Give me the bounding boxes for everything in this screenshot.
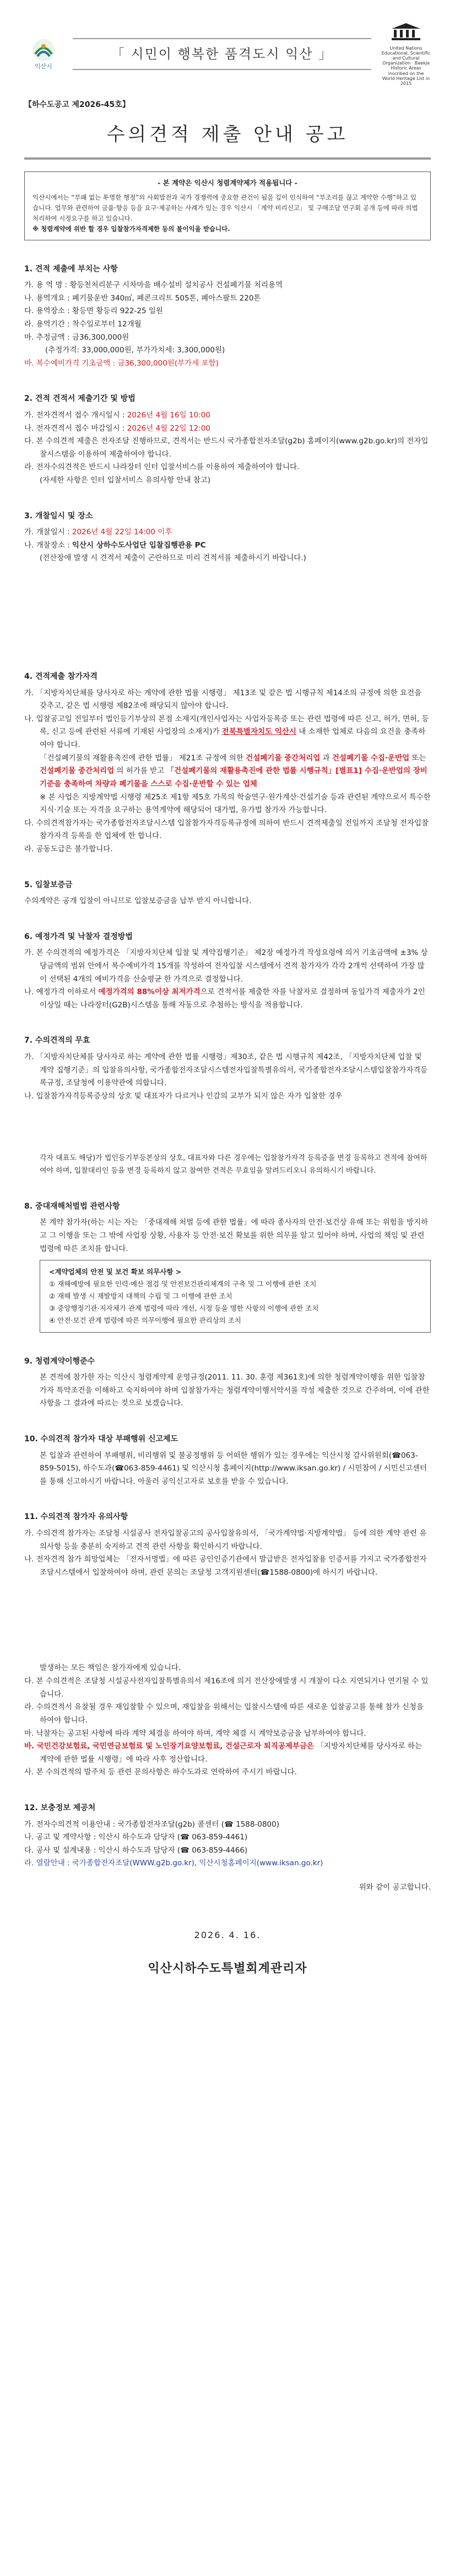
section-1-items [24, 279, 431, 344]
s3-place-label: 나. 개찰장소 : [24, 540, 72, 550]
s4-q-3: 과 [320, 753, 332, 763]
announcement-date: 2026. 4. 16. [194, 1929, 261, 1940]
s9-body: 본 견적에 참가한 자는 익산시 청렴계약제 운영규정(2011. 11. 30. 훈령 제361호)에 의한 청렴계약이행을 위한 입찰참가자 특약조건을 이해하고 숙지하여야 하며 입찰참가자는 청렴계약이행서약서를 작성 제출한 것으로 간주하며, 이에 관한 사항을 그 결과에 따르는 것으로 보겠습니다. [40, 1373, 430, 1408]
section-1-title: 1. 견적 제출에 부치는 사항 [24, 264, 118, 273]
s10-body: 본 입찰과 관련하여 부패행위, 비리행위 및 불공정행위 등 어떠한 행위가 있는 경우에는 익산시청 감사위원회(☎063-859-5015), 하수도과(☎063-859-4461) 및 익산시청 홈페이지(http://www.iksan.go.kr) / 시민참여 / 시민신고센터를 통해 신고하시기 바랍니다. 아울러 공익신고자로 보호를 받을 수 있습니다. [40, 1451, 427, 1486]
s4-q-5: 또는 [409, 753, 426, 763]
s1-item-ga: 가. 용 역 명 : 황등천처리분구 시차마을 배수설비 설치공사 건설폐기물 처리용역 [24, 281, 283, 289]
s11-ba-rest: 「지방자치단체를 당사자로 하는 계약에 관한 법률 시행령」에 따라 사후 정산합니다. [40, 1742, 422, 1764]
s11-item-ga: 가. 수의견적 참가자는 조달청 시설공사 전자입찰공고의 공사입찰유의서, 「국가계약법·지방계약법」 등에 의한 계약 관련 유의사항 등을 충분히 숙지하고 견적 관련 사항을 확인하시기 바랍니다. [24, 1528, 427, 1551]
safety-duty-1: ① 재해예방에 필요한 인력·예산 점검 및 안전보건관리체계의 구축 및 그 이행에 관한 조치 [49, 1280, 317, 1289]
integrity-notice-box [24, 171, 431, 240]
s1-base-price: 바. 복수예비가격 기초금액 : 금36,300,000원(부가세 포함) [24, 358, 219, 368]
s12-item-na: 나. 공고 및 계약사항 : 익산시 하수도과 담당자 (☎ 063-859-4461) [24, 1833, 248, 1842]
safety-duty-3: ③ 중앙행정기관·지자체가 관계 법령에 따라 개선, 시정 등을 명한 사항의 이행에 관한 조치 [49, 1303, 319, 1312]
slogan-text: 시민이 행복한 품격도시 익산 [131, 46, 313, 62]
s11-continued: 발생하는 모든 책임은 참가자에게 있습니다. [40, 1663, 181, 1673]
section-6-items [24, 947, 431, 1012]
city-logo [24, 37, 63, 70]
section-11 [24, 1510, 431, 1579]
section-7 [24, 1034, 431, 1103]
s6-na-part1: 나. 예정가격 이하로서 [24, 988, 99, 997]
unesco-logo [381, 22, 431, 86]
s7-item-na: 나. 입찰참가자격등록증상의 상호 및 대표자가 다르거나 인감의 교부가 되지 않은 자가 입찰한 경우 [24, 1091, 343, 1101]
section-5-title: 5. 입찰보증금 [24, 880, 73, 889]
s2-item-ga [24, 409, 431, 422]
s2-item-ra: 라. 전자수의견적은 반드시 나라장터 인터 입찰서비스를 이용하여 제출하여야 합니다. [24, 463, 300, 472]
s4-item-da: 다. 수의견적참가자는 국가종합전자조달시스템 입찰참가자격등록규정에 의하여 반드시 견적제출일 전일까지 조달청 전자입찰참가자격 등록을 한 업체에 한 합니다. [24, 818, 429, 841]
s2-open-datetime: 2026년 4월 16일 10:00 [127, 410, 210, 420]
s11-item-ba [24, 1740, 431, 1766]
integrity-notice-head: - 본 계약은 익산시 청렴계약제가 적용됩니다 - [158, 179, 297, 187]
s4-item-ra: 라. 공동도급은 불가합니다. [24, 845, 113, 854]
iksan-city-logo-icon [31, 37, 56, 63]
s12-item-ra: 라. 열람안내 : 국가종합전자조달(WWW.g2b.go.kr), 익산시청홈페이지(www.iksan.go.kr) [24, 1859, 323, 1868]
s4-q-6: 건설폐기물 중간처리업 [40, 766, 115, 776]
section-7-items [24, 1051, 431, 1103]
s4-q-4: 건설폐기물 수집·운반업 [332, 753, 410, 763]
section-11-continued [24, 1662, 431, 1779]
s3-note: (전산장애 발생 시 견적서 제출이 곤란하므로 미리 견적서를 제출하시기 바랍니다.) [40, 554, 306, 563]
s2-open-label: 가. 전자견적서 접수 개시일시 : [24, 410, 127, 420]
s12-item-da: 다. 공사 및 설계내용 : 익산시 하수도과 담당자 (☎ 063-859-4466) [24, 1845, 248, 1855]
section-5 [24, 878, 431, 908]
section-8 [24, 1200, 431, 1333]
s4-q-1: 「건설폐기물의 재활용촉진에 관한 법률」 제21조 규정에 의한 [40, 753, 246, 763]
s11-item-ma: 마. 낙찰자는 공고된 사항에 따라 계약 체결을 하여야 하며, 계약 체결 시 계약보증금을 납부하여야 합니다. [24, 1729, 366, 1738]
document-number: 【하수도공고 제2026-45호】 [24, 100, 130, 109]
section-10 [24, 1432, 431, 1488]
section-4-items [24, 687, 431, 752]
s11-item-da: 다. 본 수의견적은 조달청 시설공사전자입찰특별유의서 제16조에 의거 전산장애발생 시 개찰이 다소 지연되거나 연기될 수 있습니다. [24, 1677, 429, 1699]
section-2-title: 2. 견적 견적서 제출기간 및 방법 [24, 394, 136, 404]
unesco-caption: United Nations Educational, Scientific and Cultural Organization · Baekje Historic Areas inscribed on the World Heritage List in 2015 [381, 45, 431, 86]
s4-q-7: 의 허가를 받고 [114, 766, 167, 776]
section-4-title: 4. 견적제출 참가자격 [24, 672, 98, 681]
s5-body: 수의계약은 공개 입찰이 아니므로 입찰보증금을 납부 받지 아니합니다. [24, 897, 252, 906]
section-2 [24, 392, 431, 487]
safety-duties-box [40, 1260, 431, 1332]
s4-na-part1: 나. 입찰공고일 전일부터 법인등기부상의 본점 소재지(개인사업자는 사업자등록증 또는 관련 법령에 따른 신고, 허가, 면허, 등록, 신고 등에 관련된 서류에 기재된 사업장의 소재지)가 [24, 714, 429, 737]
section-12 [24, 1801, 431, 1895]
s11-ba-highlight: 바. 국민건강보험료, 국민연금보험료 및 노인장기요양보험료, 건설근로자 퇴직공제부금은 [24, 1742, 315, 1751]
s12-item-ga: 가. 전자수의견적 이용안내 : 국가종합전자조달(g2b) 콜센터 (☎ 1588-0800) [24, 1820, 279, 1829]
s11-item-na: 나. 전자견적 참가 희망업체는 「전자서명법」에 따른 공인인증기관에서 발급받은 전자입찰용 인증서를 가지고 국가종합전자조달시스템에서 입찰하여야 하며, 관련 문의는 조달청 고객지원센터(☎1588-0800)에 하시기 바랍니다. [24, 1555, 427, 1577]
section-2-items [24, 409, 431, 474]
s2-item-na [24, 422, 431, 436]
section-6 [24, 930, 431, 1012]
s4-na-location: 전북특별자치도 익산시 [221, 727, 296, 737]
section-11-title: 11. 수의견적 참가자 유의사항 [24, 1512, 128, 1522]
s11-item-ra: 라. 수의견적서 유찰될 경우 재입찰할 수 있으며, 재입찰을 위해서는 입찰시스템에 따른 새로운 입찰공고를 통해 참가 신청을 하여야 합니다. [24, 1703, 424, 1725]
s7-continued: 각자 대표도 해당)가 법인등기부등본상의 상호, 대표자와 다른 경우에는 입찰참가자격 등록증을 변경 등록하고 견적에 참여하여야 하며, 입찰대리인 등을 변경 등록하지 않고 참여한 견적은 무효임을 알려드리오니 유의하시기 바랍니다. [40, 1154, 427, 1176]
s6-item-ga: 가. 본 수의견적의 예정가격은 「지방자치단체 입찰 및 계약집행기준」 제2장 예정가격 작성요령에 의거 기초금액에 ±3% 상당금액의 범위 안에서 복수예비가격 15개를 작성하여 전자입찰 시스템에서 견적 참가자가 각각 2개씩 선택하여 가장 많이 선택된 4개의 예비가격을 산술평균 한 가격으로 결정합니다. [24, 948, 428, 984]
issuer-name: 익산시하수도특별회계관리자 [148, 1961, 307, 1976]
s2-note: (자세한 사항은 인터 입찰서비스 유의사항 안내 참고) [40, 476, 211, 485]
s1-item-ra: 라. 용역기간 : 착수일로부터 12개월 [24, 319, 142, 329]
s4-note: ※ 본 사업은 지방계약법 시행령 제25조 제1항 제5호 가목의 학술연구·원가계산·건설기술 등과 관련된 계약으로서 특수한 지식·기술 또는 자격을 요구하는 용역계약에 해당되어 대가법, 유가법 참가자 가능합니다. [40, 792, 431, 815]
section-1 [24, 262, 431, 371]
s11-item-sa: 사. 본 수의견적의 발주처 등 관련 문의사항은 하수도과로 연락하여 주시기 바랍니다. [24, 1768, 297, 1777]
section-4 [24, 670, 431, 856]
s4-item-na [24, 713, 431, 752]
s6-na-threshold: 예정가격의 88%이상 최저가격 [98, 988, 201, 997]
s4-q-2: 건설폐기물 중간처리업 [246, 753, 321, 763]
section-11-items-2 [24, 1675, 431, 1779]
s3-item-ga [24, 526, 431, 539]
spacer [24, 565, 431, 648]
section-8-title: 8. 중대재해처벌법 관련사항 [24, 1201, 120, 1211]
page-title: 수의견적 제출 안내 공고 [106, 123, 349, 146]
slogan-close-bracket: 」 [318, 46, 333, 62]
slogan-open-bracket: 「 [111, 46, 126, 62]
integrity-notice-line1: 익산시에서는 “부패 없는 투명한 행정”의 사회발전과 국가 경쟁력에 중요한 관건이 됨을 깊이 인식하여 “부조리를 끊고 계약한 수행”하고 있습니다. 업무와 관련하여 금품·향응 등을 요구·제공하는 사례가 있는 경우 익산시 「계약 비리신고」 및 구매조달 연구회 공개 등에 따라 의법 처리하여 시정요구를 하고 있습니다. [32, 193, 418, 222]
section-11-items [24, 1527, 431, 1580]
safety-duties-head: <계약업체의 안전 및 보건 확보 의무사항 > [49, 1268, 182, 1276]
s4-item-ga: 가. 「지방자치단체를 당사자로 하는 계약에 관한 법률 시행령」 제13조 및 같은 법 시행규칙 제14조의 규정에 의한 요건을 갖추고, 같은 법 시행령 제82조에 해당되지 않아야 합니다. [24, 688, 422, 711]
slogan-banner [73, 38, 371, 70]
s1-item-ma: 마. 추정금액 : 금36,300,000원 [24, 332, 129, 342]
section-9-title: 9. 청렴계약이행준수 [24, 1356, 95, 1366]
s6-na-part2: 으로 견적서를 제출한 자를 낙찰자로 결정하며 동일가격 제출자가 2인 이상일 때는 나라장터(G2B)시스템을 통해 자동으로 추첨하는 방식을 적용합니다. [40, 988, 425, 1010]
s3-open-label: 가. 개찰일시 : [24, 528, 72, 537]
section-3-items [24, 526, 431, 552]
section-12-title: 12. 보충정보 제공처 [24, 1804, 96, 1812]
city-logo-caption: 익산시 [35, 63, 52, 71]
s8-body: 본 계약 참가자(하는 시는 자는 「중대재해 처벌 등에 관한 법률」에 따라 종사자의 안전·보건상 유해 또는 위험을 방지하고 그 이행을 또는 그 밖에 사업장 상황, 사용자 등 안전·보건 확보를 위한 의무를 알고 있어야 하며, 사업의 책임 및 관련 법령에 따른 조치를 합니다. [40, 1218, 429, 1253]
s2-item-da: 다. 본 수의견적 제출은 전자조달 진행하므로, 견적서는 반드시 국가종합전자조달(g2b) 홈페이지(www.g2b.go.kr)의 전자입찰시스템을 이용하여 제출하여야 합니다. [24, 437, 429, 459]
section-10-title: 10. 수의견적 참가자 대상 부패행위 신고제도 [24, 1435, 178, 1443]
section-3-title: 3. 개찰일시 및 장소 [24, 511, 93, 520]
unesco-temple-icon [389, 22, 422, 41]
s3-item-na [24, 539, 431, 552]
s4-qualification [24, 752, 431, 791]
s1-item-da: 다. 용역장소 : 황등면 황등리 922-25 일원 [24, 307, 163, 316]
s3-open-datetime: 2026년 4월 22일 14:00 이후 [72, 528, 172, 537]
spacer [24, 1579, 431, 1662]
section-6-title: 6. 예정가격 및 낙찰자 결정방법 [24, 932, 133, 941]
s4-na-part2: 내 소재한 업체로 다음의 요건을 충족하여야 합니다. [40, 727, 426, 749]
s2-close-label: 나. 전자견적서 접수 마감일시 : [24, 423, 127, 433]
safety-duty-2: ② 재해 발생 시 재발방지 대책의 수립 및 그 이행에 관한 조치 [49, 1292, 232, 1300]
s6-item-na [24, 986, 431, 1012]
section-7-title: 7. 수의견적의 무효 [24, 1036, 90, 1045]
s7-item-ga: 가. 「지방자치단체를 당사자로 하는 계약에 관한 법률 시행령」제30조, 같은 법 시행규칙 제42조, 「지방자치단체 입찰 및 계약 집행기준」의 입찰유의사항, 국가종합전자조달시스템전자입찰특별유의서, 국가종합전자조달시스템입찰참가자격등록규정, 조달청에 이용약관에 의합니다. [24, 1052, 428, 1088]
s3-place-value: 익산시 상하수도사업단 입찰집행관용 PC [72, 540, 206, 550]
s2-close-datetime: 2026년 4월 22일 12:00 [127, 423, 210, 433]
closing-statement: 위와 같이 공고합니다. [359, 1883, 431, 1892]
s1-price-breakdown: (추정가격: 33,000,000원, 부가가치세: 3,300,000원) [45, 346, 225, 355]
section-3 [24, 509, 431, 565]
s1-item-na: 나. 용역개요 : 폐기물운반 340㎥, 폐콘크리트 505톤, 폐아스팔트 220톤 [24, 293, 261, 303]
integrity-notice-line2: ※ 청렴계약에 위반 할 경우 입찰참가자격제한 등의 불이익을 받습니다. [32, 224, 230, 233]
title-divider [24, 158, 431, 159]
section-4-items-2 [24, 817, 431, 856]
s4-q-8: 「건설폐기물의 재활용촉진에 관한 법률 시행규칙」[별표1] 수집·운반업의 장비기준을 충족하여 차량과 폐기물을 스스로 수집·운반할 수 있는 업체 [40, 766, 427, 788]
section-12-items [24, 1818, 431, 1871]
header [24, 0, 431, 86]
spacer [24, 1103, 431, 1152]
section-9 [24, 1355, 431, 1410]
safety-duty-4: ④ 안전·보건 관계 법령에 따른 의무이행에 필요한 관리상의 조치 [49, 1316, 241, 1324]
